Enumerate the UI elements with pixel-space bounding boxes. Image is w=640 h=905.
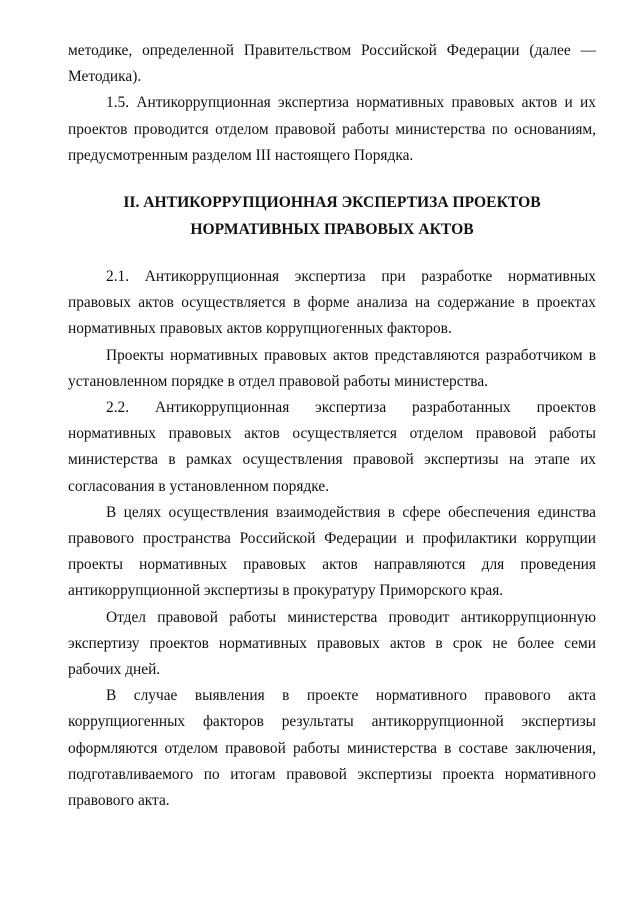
document-page: [68, 38, 596, 814]
paragraph-continuation: методике, определенной Правительством Российской Федерации (далее — Методика).: [68, 42, 596, 86]
section-heading-line-1: II. АНТИКОРРУПЦИОННАЯ ЭКСПЕРТИЗА ПРОЕКТОВ: [123, 194, 541, 212]
paragraph-2-2: 2.2. Антикоррупционная экспертиза разработанных проектов нормативных правовых актов осуществляется отделом правовой работы министерства в рамках осуществления правовой экспертизы на этапе их согласования в установленном порядке.: [68, 399, 596, 495]
paragraph-prosecutor-cooperation: В целях осуществления взаимодействия в сфере обеспечения единства правового пространства Российской Федерации и профилактики коррупции проекты нормативных правовых актов направляются для проведения антикоррупционной экспертизы в прокуратуру Приморского края.: [68, 503, 596, 600]
paragraph-corruption-factors: В случае выявления в проекте нормативного правового акта коррупциогенных факторов результаты антикоррупционной экспертизы оформляются отделом правовой работы министерства в составе заключения, подготавливаемого по итогам правовой экспертизы проекта нормативного правового акта.: [68, 687, 596, 810]
paragraph-2-1: 2.1. Антикоррупционная экспертиза при разработке нормативных правовых актов осуществляется в форме анализа на содержание в проектах нормативных правовых актов коррупциогенных факторов.: [68, 268, 596, 338]
section-heading: [68, 189, 596, 243]
paragraph-1-5: 1.5. Антикоррупционная экспертиза нормативных правовых актов и их проектов проводится отделом правовой работы министерства по основаниям, предусмотренным разделом III настоящего Порядка.: [68, 94, 596, 164]
section-heading-line-2: НОРМАТИВНЫХ ПРАВОВЫХ АКТОВ: [190, 221, 474, 239]
paragraph-drafts-submission: Проекты нормативных правовых актов представляются разработчиком в установленном порядке в отдел правовой работы министерства.: [68, 346, 596, 390]
paragraph-expertise-deadline: Отдел правовой работы министерства проводит антикоррупционную экспертизу проектов нормативных правовых актов в срок не более семи рабочих дней.: [68, 608, 596, 679]
